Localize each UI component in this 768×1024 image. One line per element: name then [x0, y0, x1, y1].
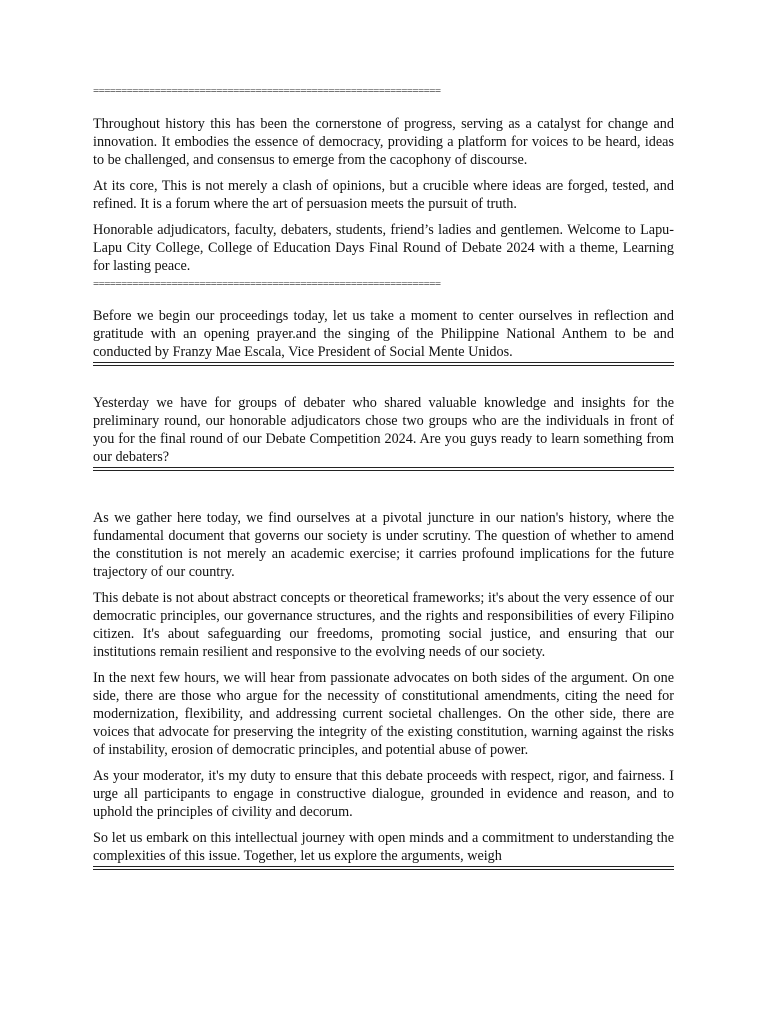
document-page: [93, 85, 674, 870]
moderator-paragraph-1: As we gather here today, we find ourselves at a pivotal juncture in our nation's history, where the fundamental document that governs our society is under scrutiny. The question of whether to amend the constitution is not merely an academic exercise; it carries profound implications for the future trajectory of our country.: [93, 510, 674, 580]
intro-paragraph-1: Throughout history this has been the cornerstone of progress, serving as a catalyst for change and innovation. It embodies the essence of democracy, providing a platform for voices to be heard, ideas to be challenged, and consensus to emerge from the cacophony of discourse.: [93, 116, 674, 168]
intro-paragraph-3: Honorable adjudicators, faculty, debaters, students, friend’s ladies and gentlemen. Welcome to Lapu-Lapu City College, College of Education Days Final Round of Debate 2024 with a theme, Learning for lasting peace.: [93, 222, 674, 274]
divider-top: ==============================================================: [93, 85, 441, 97]
divider-middle: ==============================================================: [93, 278, 441, 290]
double-rule-3: [93, 866, 674, 870]
debaters-paragraph: Yesterday we have for groups of debater who shared valuable knowledge and insights for the preliminary round, our honorable adjudicators chose two groups who are the individuals in front of you for the final round of our Debate Competition 2024. Are you guys ready to learn something from our debaters?: [93, 395, 674, 465]
moderator-paragraph-2: This debate is not about abstract concepts or theoretical frameworks; it's about the very essence of our democratic principles, our governance structures, and the rights and responsibilities of every Filipino citizen. It's about safeguarding our freedoms, promoting social justice, and ensuring that our institutions remain resilient and responsive to the evolving needs of our society.: [93, 590, 674, 660]
moderator-paragraph-3: In the next few hours, we will hear from passionate advocates on both sides of the argument. On one side, there are those who argue for the necessity of constitutional amendments, citing the need for modernization, flexibility, and addressing current societal challenges. On the other side, there are voices that advocate for preserving the integrity of the existing constitution, warning against the risks of instability, erosion of democratic principles, and potential abuse of power.: [93, 670, 674, 758]
moderator-paragraph-4: As your moderator, it's my duty to ensure that this debate proceeds with respect, rigor, and fairness. I urge all participants to engage in constructive dialogue, grounded in evidence and reason, and to uphold the principles of civility and decorum.: [93, 768, 674, 820]
moderator-paragraph-5: So let us embark on this intellectual journey with open minds and a commitment to understanding the complexities of this issue. Together, let us explore the arguments, weigh: [93, 830, 674, 864]
prayer-paragraph: Before we begin our proceedings today, let us take a moment to center ourselves in reflection and gratitude with an opening prayer.and the singing of the Philippine National Anthem to be and conducted by Franzy Mae Escala, Vice President of Social Mente Unidos.: [93, 308, 674, 360]
intro-paragraph-2: At its core, This is not merely a clash of opinions, but a crucible where ideas are forged, tested, and refined. It is a forum where the art of persuasion meets the pursuit of truth.: [93, 178, 674, 212]
